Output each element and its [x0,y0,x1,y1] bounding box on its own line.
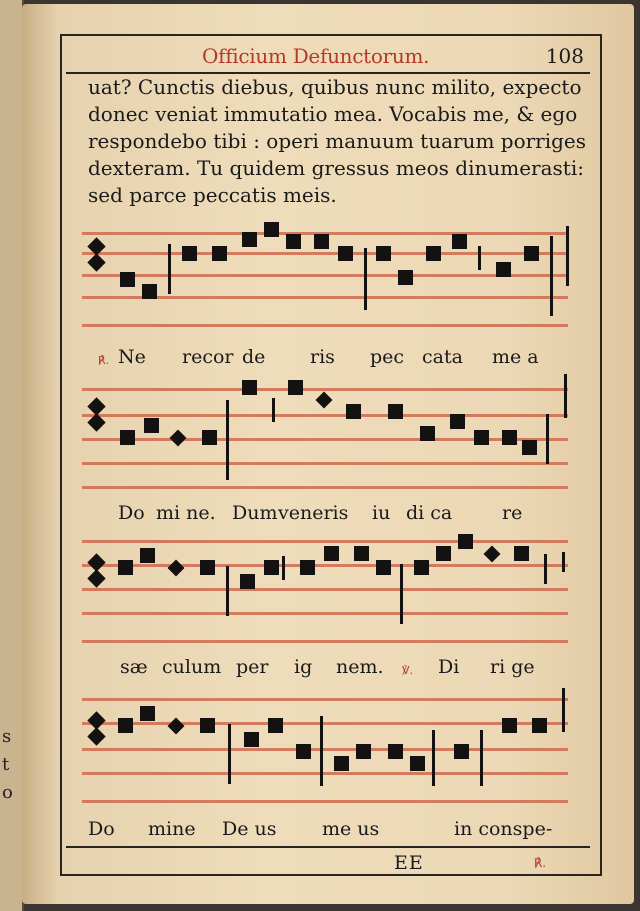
lyric-syllable: nem. [336,656,384,678]
lyric-syllable: mine [148,818,196,840]
lyric-syllable: pec [370,346,405,368]
neume [496,262,511,277]
custos-icon [562,552,565,572]
neume [514,546,529,561]
staff-line [82,438,568,441]
custos-icon [566,226,569,286]
neume [120,272,135,287]
neume [376,560,391,575]
facing-page-letter: o [2,782,13,803]
neume [120,430,135,445]
neume-rhombus [168,560,185,577]
neume-stem [550,236,553,316]
neume-stem [226,566,229,616]
prose-line: donec veniat immutatio mea. Vocabis me, & ego [88,102,578,126]
custos-icon [562,688,565,732]
staff-line [82,722,568,725]
staff-line [82,388,568,391]
book-page [22,4,634,904]
lyric-syllable: cata [422,346,463,368]
neume [426,246,441,261]
lyric-syllable: de [242,346,266,368]
neume-rhombus [168,718,185,735]
staff-line [82,540,568,543]
page-number: 108 [545,44,584,68]
prose-line: dexteram. Tu quidem gressus meos dinumerasti: [88,156,584,180]
neume [268,718,283,733]
lyric-syllable: per [236,656,269,678]
neume [324,546,339,561]
neume [436,546,451,561]
neume-stem [168,244,171,294]
lyric-syllable: ri ge [490,656,535,678]
neume [388,404,403,419]
neume [296,744,311,759]
lyric-syllable: iu [372,502,391,524]
neume [522,440,537,455]
neume [346,404,361,419]
neume [376,246,391,261]
neume [202,430,217,445]
neume [140,706,155,721]
c-clef-icon [87,569,105,587]
lyric-syllable: ris [310,346,335,368]
lyric-syllable: mi ne. [156,502,216,524]
neume-rhombus [484,546,501,563]
neume [144,418,159,433]
staff-line [82,324,568,327]
neume [398,270,413,285]
facing-page-letter: t [2,754,10,775]
neume-stem [480,730,483,786]
neume [532,718,547,733]
neume [140,548,155,563]
staff-line [82,612,568,615]
lyric-syllable: De us [222,818,277,840]
running-title: Officium Defunctorum. [202,44,430,68]
neume [334,756,349,771]
neume-stem [478,246,481,270]
neume [388,744,403,759]
neume [200,718,215,733]
lyric-syllable: Di [438,656,460,678]
neume [524,246,539,261]
staff-line [82,564,568,567]
neume [454,744,469,759]
neume-stem [546,414,549,464]
prose-line: respondebo tibi : operi manuum tuarum porriges [88,129,587,153]
neume [118,718,133,733]
staff-line [82,252,568,255]
neume-stem [228,724,231,784]
facing-page-edge [0,0,24,911]
custos-icon [564,374,567,418]
neume [414,560,429,575]
lyric-syllable: re [502,502,523,524]
neume [458,534,473,549]
staff-line [82,748,568,751]
neume [244,732,259,747]
lyric-syllable: Do [118,502,145,524]
neume-rhombus [316,392,333,409]
neume-stem [226,400,229,480]
neume [240,574,255,589]
neume [502,430,517,445]
neume-stem [282,556,285,580]
versicle-mark: ℣. [402,664,414,677]
neume-rhombus [170,430,187,447]
neume [450,414,465,429]
music-staff [82,680,568,846]
prose-line: uat? Cunctis diebus, quibus nunc milito, expecto [88,75,582,99]
neume [410,756,425,771]
neume-stem [320,716,323,786]
facing-page-letter: s [2,726,12,747]
responsory-mark: ℟. [98,354,110,367]
lyric-syllable: ig [294,656,313,678]
staff-line [82,640,568,643]
neume [356,744,371,759]
neume-stem [272,398,275,422]
staff-line [82,588,568,591]
staff-line [82,772,568,775]
prose-line: sed parce peccatis meis. [88,183,337,207]
lyric-syllable: veneris [278,502,349,524]
neume [242,232,257,247]
lyric-syllable: sæ [120,656,148,678]
neume [338,246,353,261]
lyric-syllable: culum [162,656,222,678]
neume [354,546,369,561]
neume [182,246,197,261]
signature-mark: EE [394,852,424,874]
staff-line [82,462,568,465]
neume [474,430,489,445]
staff-line [82,414,568,417]
staff-line [82,698,568,701]
music-staff [82,374,568,524]
music-staff [82,526,568,676]
lyric-syllable: di ca [406,502,453,524]
staff-line [82,800,568,803]
neume [300,560,315,575]
neume-stem [364,248,367,310]
running-header [82,44,592,70]
lyric-syllable: me a [492,346,539,368]
neume [142,284,157,299]
neume [314,234,329,249]
neume-stem [400,564,403,624]
lyric-syllable: in conspe- [454,818,553,840]
staff-line [82,486,568,489]
lyric-syllable: Dum [232,502,278,524]
neume [200,560,215,575]
c-clef-icon [87,727,105,745]
neume [264,222,279,237]
footer-rule [66,846,590,848]
neume [264,560,279,575]
neume [288,380,303,395]
lyric-syllable: me us [322,818,380,840]
lyric-syllable: Do [88,818,115,840]
neume [212,246,227,261]
catchword: ℟. [534,856,547,870]
neume-stem [544,554,547,584]
music-staff [82,222,568,372]
lyric-syllable: recor [182,346,234,368]
neume [502,718,517,733]
neume [118,560,133,575]
neume [420,426,435,441]
neume [242,380,257,395]
neume [286,234,301,249]
neume-stem [432,730,435,786]
c-clef-icon [87,253,105,271]
neume [452,234,467,249]
lyric-syllable: Ne [118,346,146,368]
